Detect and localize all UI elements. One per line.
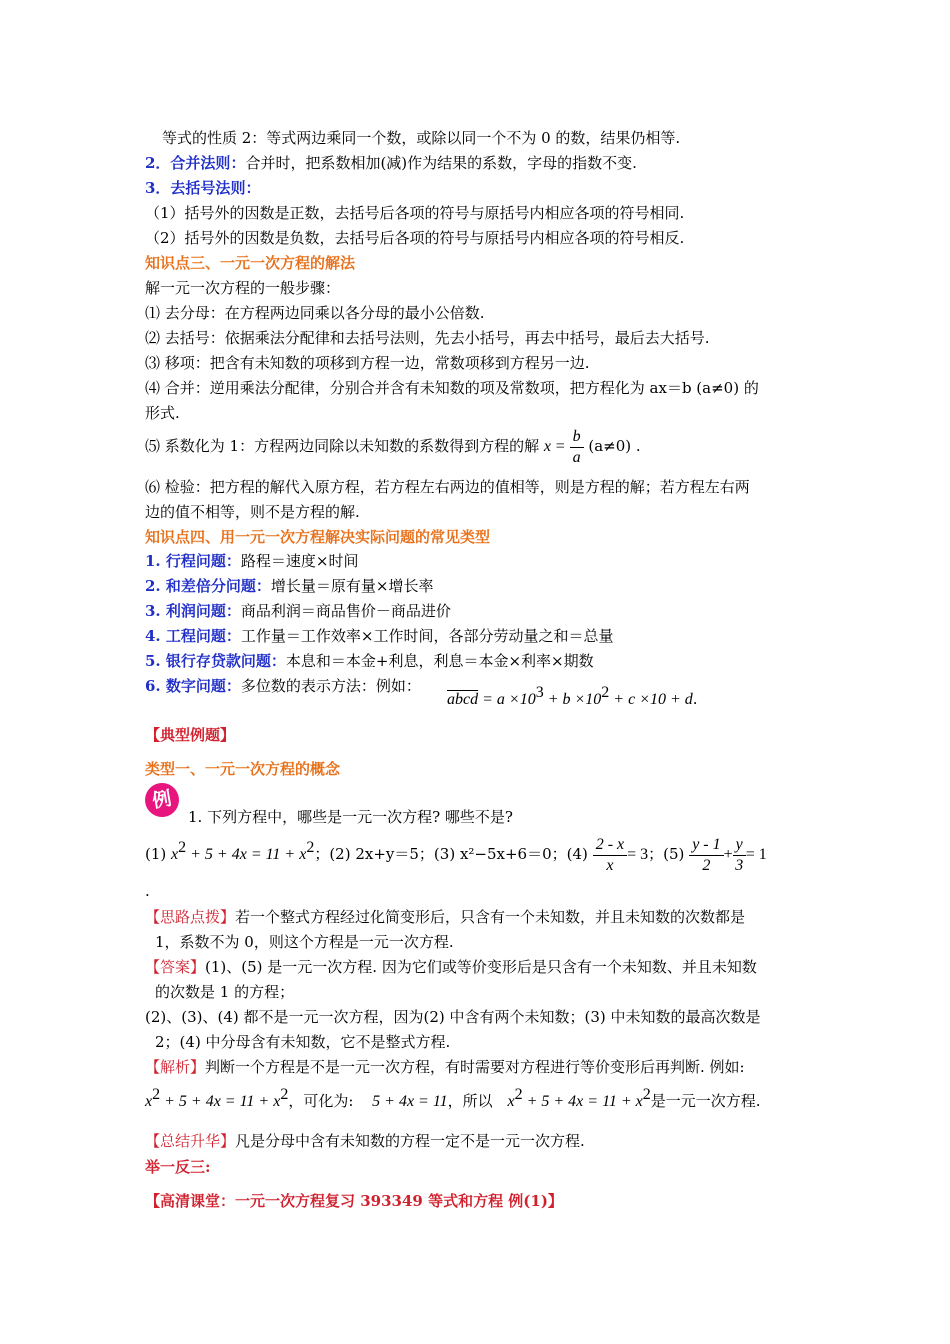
answer-line-1: (1)、(5) 是一元一次方程. 因为它们或等价变形后是只含有一个未知数、并且未知数 [205,958,757,976]
eq-4-denominator: x [606,856,614,874]
type-work-text: 工作量＝工作效率×工作时间，各部分劳动量之和＝总量 [240,627,614,645]
eq-4-fraction [593,835,627,876]
summary-tag: 【总结升华】 [145,1132,236,1150]
eq-5-numerator-2: y [733,835,746,856]
analysis-eq-1-body: + 5 + 4x = 11 + x [160,1093,281,1110]
extra-practice-heading: 举一反三: [145,1158,211,1176]
bracket-rule-1: （1）括号外的因数是正数，去括号后各项的符号与原括号内相应各项的符号相同. [145,204,685,222]
eq-5-denominator-2: 3 [735,856,744,874]
eq-1-exp: 2 [178,839,187,856]
bracket-rule-title: 3．去括号法则： [145,179,261,197]
digits-exp-2: 2 [601,684,610,701]
eq-5-denominator-1: 2 [702,856,711,874]
type-ratio [145,575,433,597]
type-work-title: 4. 工程问题： [145,627,241,645]
analysis-eq-1-var: x [145,1093,153,1110]
type-1-heading: 类型一、一元一次方程的概念 [145,760,341,778]
step-2: ⑵ 去括号：依据乘法分配律和去括号法则，先去小括号，再去中括号，最后去大括号. [145,329,710,347]
digits-part-3: + c ×10 + d [609,691,693,708]
type-profit-title: 3. 利润问题： [145,602,241,620]
analysis-equations [145,1083,761,1120]
analysis-eq-3-exp: 2 [514,1086,523,1103]
summary [145,1130,585,1152]
step-5 [145,424,641,469]
type-profit [145,600,451,622]
analysis [145,1056,745,1078]
digits-part-1: = a ×10 [478,691,536,708]
eq-5-numerator-1: y - 1 [689,835,723,856]
eq-5-rhs: = 1 [745,846,767,863]
question-1: 1. 下列方程中，哪些是一元一次方程? 哪些不是? [188,808,513,826]
eq-5-plus: + [723,846,733,863]
type-profit-text: 商品利润＝商品售价－商品进价 [240,602,451,620]
typical-examples-heading: 【典型例题】 [145,726,236,744]
answer-line-2: 的次数是 1 的方程； [155,983,295,1001]
eq-5-fraction-2 [733,835,746,876]
knowledge-point-4: 知识点四、用一元一次方程解决实际问题的常见类型 [145,528,491,546]
analysis-eq-3-exp-2: 2 [642,1086,651,1103]
hint [145,906,745,928]
hint-tag: 【思路点拨】 [145,908,236,926]
eq-5-label: ；(5) [648,845,685,863]
fraction-numerator: b [570,427,584,448]
step-5-text: ⑸ 系数化为 1：方程两边同除以未知数的系数得到方程的解 [145,437,540,455]
type-travel-text: 路程＝速度×时间 [240,552,359,570]
step-4-line-1: ⑷ 合并：逆用乘法分配律，分别合并含有未知数的项及常数项，把方程化为 ax＝b (a≠0) 的 [145,379,759,397]
digits-exp-3: 3 [535,684,544,701]
bracket-rule-2: （2）括号外的因数是负数，去括号后各项的符号与原括号内相应各项的符号相反. [145,229,685,247]
step-6-line-1: ⑹ 检验：把方程的解代入原方程，若方程左右两边的值相等，则是方程的解；若方程左右两 [145,478,750,496]
eq-1-label: (1) [145,845,172,863]
knowledge-point-3: 知识点三、一元一次方程的解法 [145,254,356,272]
step-6-line-2: 边的值不相等，则不是方程的解. [145,503,360,521]
eq-1-exp-2: 2 [306,839,315,856]
type-bank [145,650,594,672]
answer-line-4: 2；(4) 中分母含有未知数，它不是整式方程. [155,1033,451,1051]
analysis-eq-3-var: x [507,1093,515,1110]
question-1-period: . [145,882,150,900]
hint-line-2: 1，系数不为 0，则这个方程是一元一次方程. [155,933,454,951]
analysis-eq-2: 5 + 4x = 11 [372,1093,448,1110]
digits-part-2: + b ×10 [543,691,602,708]
type-digits [145,675,421,697]
summary-text: 凡是分母中含有未知数的方程一定不是一元一次方程. [235,1132,585,1150]
step-4-line-2: 形式. [145,404,180,422]
type-work [145,625,613,647]
analysis-transform-label: ，可化为: [288,1092,354,1110]
digits-formula [447,684,698,711]
type-digits-text: 多位数的表示方法：例如： [240,677,421,695]
type-bank-text: 本息和＝本金+利息，利息＝本金×利率×期数 [285,652,594,670]
eq-2-3-4-label: ；(2) 2x+y＝5；(3) x²−5x+6＝0；(4) [314,845,588,863]
analysis-conclusion: 是一元一次方程. [650,1092,761,1110]
step-5-fraction [570,427,584,468]
fraction-denominator: a [572,448,581,466]
analysis-tag: 【解析】 [145,1058,206,1076]
step-5-condition: (a≠0) . [588,437,641,455]
hd-classroom-link[interactable]: 【高清课堂：一元一次方程复习 393349 等式和方程 例(1)】 [145,1192,563,1210]
question-1-equations [145,832,767,877]
analysis-therefore-label: ，所以 [447,1092,493,1110]
step-5-equals: = [555,438,565,455]
eq-1-body: + 5 + 4x = 11 + x [186,846,307,863]
type-ratio-text: 增长量＝原有量×增长率 [270,577,434,595]
eq-5-fraction-1 [689,835,723,876]
example-badge-icon: 例 [142,780,181,819]
answer-line-3: (2)、(3)、(4) 都不是一元一次方程，因为(2) 中含有两个未知数；(3) 中未知数的最高次数是 [145,1008,761,1026]
type-ratio-title: 2. 和差倍分问题： [145,577,271,595]
property-2: 等式的性质 2：等式两边乘同一个数，或除以同一个不为 0 的数，结果仍相等. [162,129,681,147]
merge-rule [145,152,637,174]
step-3: ⑶ 移项：把含有未知数的项移到方程一边，常数项移到方程另一边. [145,354,590,372]
eq-1-var: x [171,846,179,863]
answer [145,956,757,978]
digits-abcd: abcd [447,691,479,708]
answer-tag: 【答案】 [145,958,206,976]
digits-period: . [692,690,698,708]
analysis-eq-3-body: + 5 + 4x = 11 + x [522,1093,643,1110]
hint-line-1: 若一个整式方程经过化简变形后，只含有一个未知数，并且未知数的次数都是 [235,908,746,926]
step-5-var: x [543,438,551,455]
type-travel-title: 1. 行程问题： [145,552,241,570]
type-bank-title: 5. 银行存贷款问题： [145,652,286,670]
eq-4-rhs: = 3 [627,846,649,863]
type-digits-title: 6. 数字问题： [145,677,241,695]
analysis-eq-1-exp-2: 2 [280,1086,289,1103]
analysis-line-1: 判断一个方程是不是一元一次方程，有时需要对方程进行等价变形后再判断. 例如: [205,1058,745,1076]
steps-intro: 解一元一次方程的一般步骤： [145,279,341,297]
type-travel [145,550,358,572]
step-1: ⑴ 去分母：在方程两边同乘以各分母的最小公倍数. [145,304,485,322]
merge-rule-title: 2．合并法则： [145,154,246,172]
merge-rule-text: 合并时，把系数相加(减)作为结果的系数，字母的指数不变. [245,154,637,172]
eq-4-numerator: 2 - x [593,835,627,856]
analysis-eq-1-exp: 2 [152,1086,161,1103]
